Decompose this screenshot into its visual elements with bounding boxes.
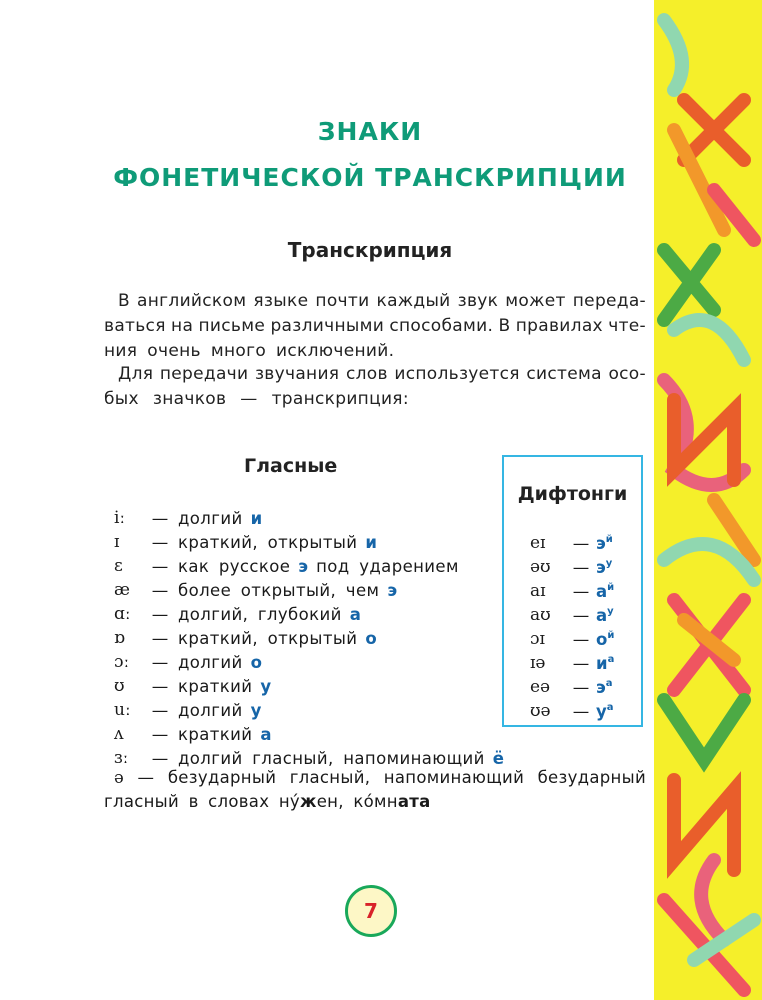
diphthong-row <box>530 627 614 651</box>
vowel-symbol: ɜː <box>114 748 129 768</box>
vowel-row <box>104 530 504 554</box>
vowel-description: краткий <box>178 676 253 696</box>
dash: — <box>151 676 169 696</box>
diphthong-sound: $э^й$ <box>596 533 613 553</box>
dash: — <box>572 677 590 697</box>
diphthongs-heading: Дифтонги <box>517 483 628 505</box>
vowel-description: долгий, глубокий <box>178 604 342 624</box>
diphthong-row <box>530 675 614 699</box>
vowels-list <box>104 506 504 770</box>
dash: — <box>572 581 590 601</box>
vowel-row <box>104 554 504 578</box>
vowel-sound: о <box>250 652 262 672</box>
vowel-row <box>104 722 504 746</box>
vowel-sound: и <box>250 508 263 528</box>
vowel-symbol: iː <box>114 508 126 528</box>
schwa-symbol: ə <box>114 768 125 787</box>
vowel-symbol: ɛ <box>114 556 123 576</box>
vowel-symbol: ɑː <box>114 604 131 624</box>
diphthong-row <box>530 651 614 675</box>
dash: — <box>151 700 169 720</box>
dash: — <box>151 628 169 648</box>
diphthong-symbol: ɔɪ <box>530 629 545 649</box>
diphthong-symbol: ɪə <box>530 653 546 673</box>
dash: — <box>151 724 169 744</box>
diphthong-sound: $э^а$ <box>596 677 613 697</box>
crayon-letters-icon <box>654 0 762 1000</box>
vowel-symbol: æ <box>114 580 130 600</box>
dash: — <box>151 604 169 624</box>
diphthong-sound: $а^й$ <box>596 581 615 601</box>
dash: — <box>572 653 590 673</box>
page-title-line2: ФОНЕТИЧЕСКОЙ ТРАНСКРИПЦИИ <box>113 163 627 192</box>
paragraph-line: ния очень много исключений. <box>104 341 395 361</box>
vowel-row <box>104 650 504 674</box>
vowel-sound: о <box>365 628 377 648</box>
diphthong-sound: $а^у$ <box>596 605 614 625</box>
diphthong-symbol: ʊə <box>530 701 551 721</box>
vowel-sound: э <box>387 580 398 600</box>
page-number: 7 <box>345 885 397 937</box>
diphthong-sound: $о^й$ <box>596 629 615 649</box>
diphthong-row <box>530 555 614 579</box>
dash: — <box>151 652 169 672</box>
vowel-row <box>104 698 504 722</box>
system-paragraph <box>104 362 646 412</box>
vowel-description: долгий гласный, напоминающий <box>178 748 485 768</box>
dash: — <box>572 605 590 625</box>
vowel-sound: ё <box>492 748 504 768</box>
vowel-symbol: uː <box>114 700 131 720</box>
diphthong-row <box>530 579 614 603</box>
vowel-sound: а <box>260 724 272 744</box>
vowel-sound: э <box>298 556 309 576</box>
vowel-row <box>104 674 504 698</box>
dash: — <box>151 556 169 576</box>
vowel-row <box>104 578 504 602</box>
vowel-symbol: ɔː <box>114 652 130 672</box>
vowel-row <box>104 506 504 530</box>
vowel-description: краткий, открытый <box>178 532 358 552</box>
vowel-sound: у <box>250 700 262 720</box>
dash: — <box>572 629 590 649</box>
schwa-entry <box>104 766 646 814</box>
diphthong-symbol: aʊ <box>530 605 551 625</box>
intro-paragraph <box>104 289 646 364</box>
dash: — <box>572 533 590 553</box>
paragraph-line: ваться на письме различными способами. В правилах чте- <box>104 316 646 336</box>
diphthong-symbol: əʊ <box>530 557 551 577</box>
dash: — <box>151 748 169 768</box>
dash: — <box>151 532 169 552</box>
dash: — <box>572 557 590 577</box>
vowel-sound: у <box>260 676 272 696</box>
section-heading: Транскрипция <box>287 238 453 262</box>
diphthongs-box <box>502 455 643 727</box>
vowel-row <box>104 602 504 626</box>
diphthong-sound: $э^у$ <box>596 557 613 577</box>
page-title-line1: ЗНАКИ <box>317 117 423 146</box>
dash: — <box>151 508 169 528</box>
schwa-line: гласный в словах ну́жен, ко́мната <box>104 792 431 811</box>
vowel-description: как русское <box>178 556 291 576</box>
vowel-sound: а <box>349 604 361 624</box>
vowel-description: долгий <box>178 508 243 528</box>
diphthong-symbol: eɪ <box>530 533 546 553</box>
paragraph-line: В английском языке почти каждый звук может переда- <box>118 291 646 311</box>
vowel-description: краткий, открытый <box>178 628 358 648</box>
paragraph-line: бых значков — транскрипция: <box>104 389 409 409</box>
dash: — <box>151 580 169 600</box>
paragraph-line: Для передачи звучания слов используется система осо- <box>118 364 646 384</box>
diphthong-sound: $и^а$ <box>596 653 615 673</box>
decorative-side-strip <box>654 0 762 1000</box>
diphthong-symbol: eə <box>530 677 551 697</box>
vowel-description: более открытый, чем <box>178 580 380 600</box>
vowel-note: под ударением <box>316 556 459 576</box>
vowels-heading: Гласные <box>244 455 338 477</box>
dash: — <box>572 701 590 721</box>
vowel-description: долгий <box>178 700 243 720</box>
vowel-symbol: ʌ <box>114 724 124 744</box>
diphthong-row <box>530 699 614 723</box>
diphthong-row <box>530 531 614 555</box>
vowel-symbol: ɒ <box>114 628 125 648</box>
vowel-sound: и <box>365 532 377 552</box>
diphthong-row <box>530 603 614 627</box>
diphthongs-list <box>530 531 614 723</box>
vowel-symbol: ɪ <box>114 532 120 552</box>
diphthong-sound: $у^а$ <box>596 701 614 721</box>
vowel-row <box>104 626 504 650</box>
schwa-line: ə — безударный гласный, напоминающий безударный <box>104 766 646 790</box>
vowel-description: краткий <box>178 724 253 744</box>
vowel-description: долгий <box>178 652 243 672</box>
vowel-symbol: ʊ <box>114 676 125 696</box>
diphthong-symbol: aɪ <box>530 581 546 601</box>
